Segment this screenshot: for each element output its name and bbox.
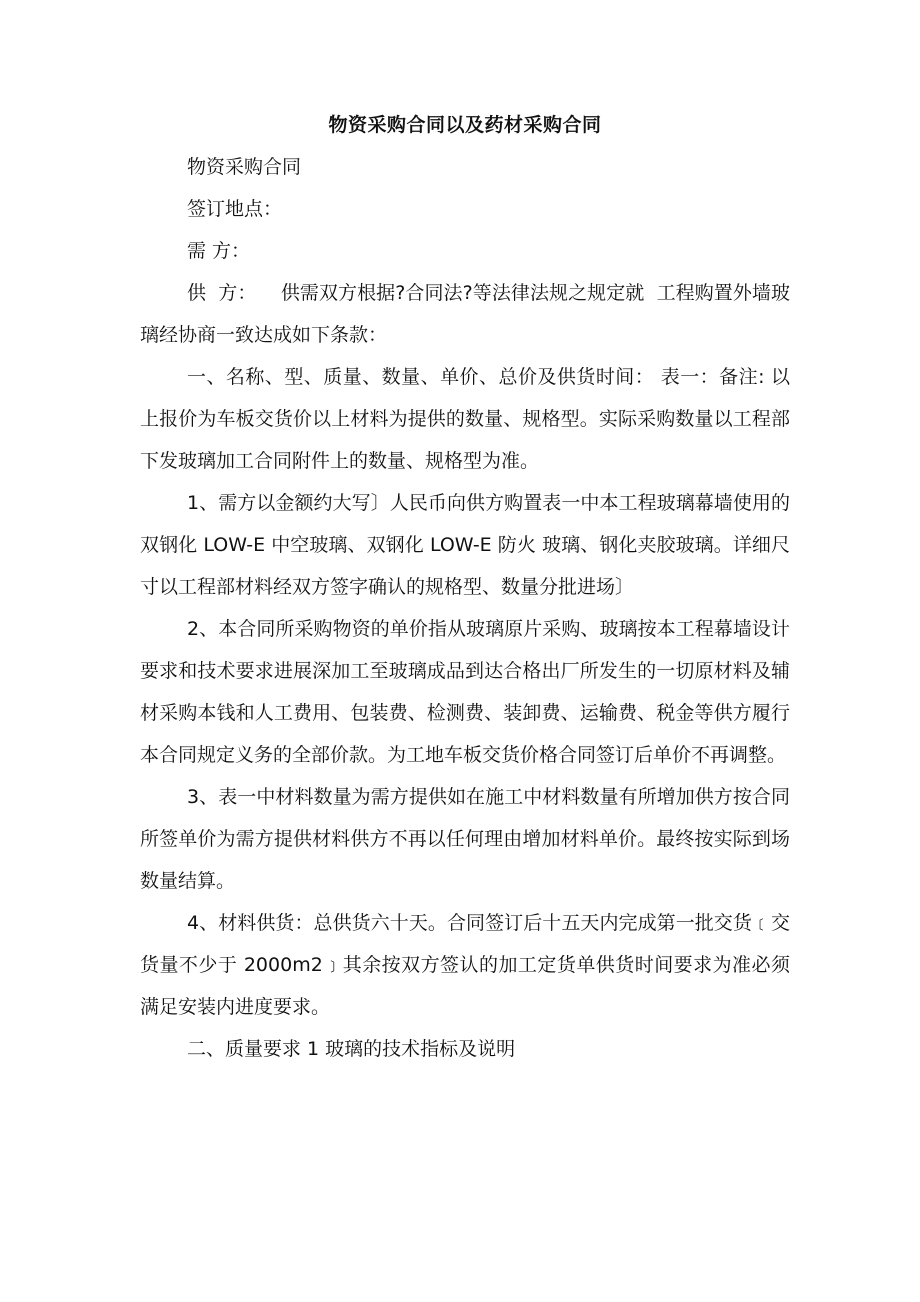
paragraph-clause-1-2: 2、本合同所采购物资的单价指从玻璃原片采购、玻璃按本工程幕墙设计要求和技术要求进展深加工至玻璃成品到达合格出厂所发生的一切原材料及辅材采购本钱和人工费用、包装费、检测费、装卸费、运输费、税金等供方履行本合同规定义务的全部价款。为工地车板交货价格合同签订后单价不再调整。	[140, 618, 790, 766]
document-page	[140, 104, 790, 1070]
paragraph-contract-heading: 物资采购合同	[187, 156, 302, 178]
paragraph-signing-place: 签订地点：	[187, 198, 283, 220]
paragraph-buyer: 需 方：	[187, 240, 251, 262]
paragraph-clause-1-1: 1、需方以金额约大写〕人民币向供方购置表一中本工程玻璃幕墙使用的双钢化 LOW-E 中空玻璃、双钢化 LOW-E 防火 玻璃、钢化夹胶玻璃。详细尺寸以工程部材料经双方签字确认的规格型、数量分批进场〕	[140, 492, 790, 598]
paragraph-clause-2: 二、质量要求 1 玻璃的技术指标及说明	[187, 1038, 516, 1060]
paragraph-clause-1-4: 4、材料供货：总供货六十天。合同签订后十五天内完成第一批交货﹝交货量不少于 2000m2﹞其余按双方签认的加工定货单供货时间要求为准必须满足安装内进度要求。	[140, 912, 790, 1018]
paragraph-clause-1-3: 3、表一中材料数量为需方提供如在施工中材料数量有所增加供方按合同所签单价为需方提供材料供方不再以任何理由增加材料单价。最终按实际到场数量结算。	[140, 786, 790, 892]
paragraph-supplier: 供 方： 供需双方根据?合同法?等法律法规之规定就 工程购置外墙玻璃经协商一致达成如下条款：	[140, 282, 790, 346]
document-title: 物资采购合同以及药材采购合同	[328, 114, 602, 136]
paragraph-clause-1: 一、名称、型、质量、数量、单价、总价及供货时间： 表一：备注: 以上报价为车板交货价以上材料为提供的数量、规格型。实际采购数量以工程部下发玻璃加工合同附件上的数量、规格型为准。	[140, 366, 790, 472]
